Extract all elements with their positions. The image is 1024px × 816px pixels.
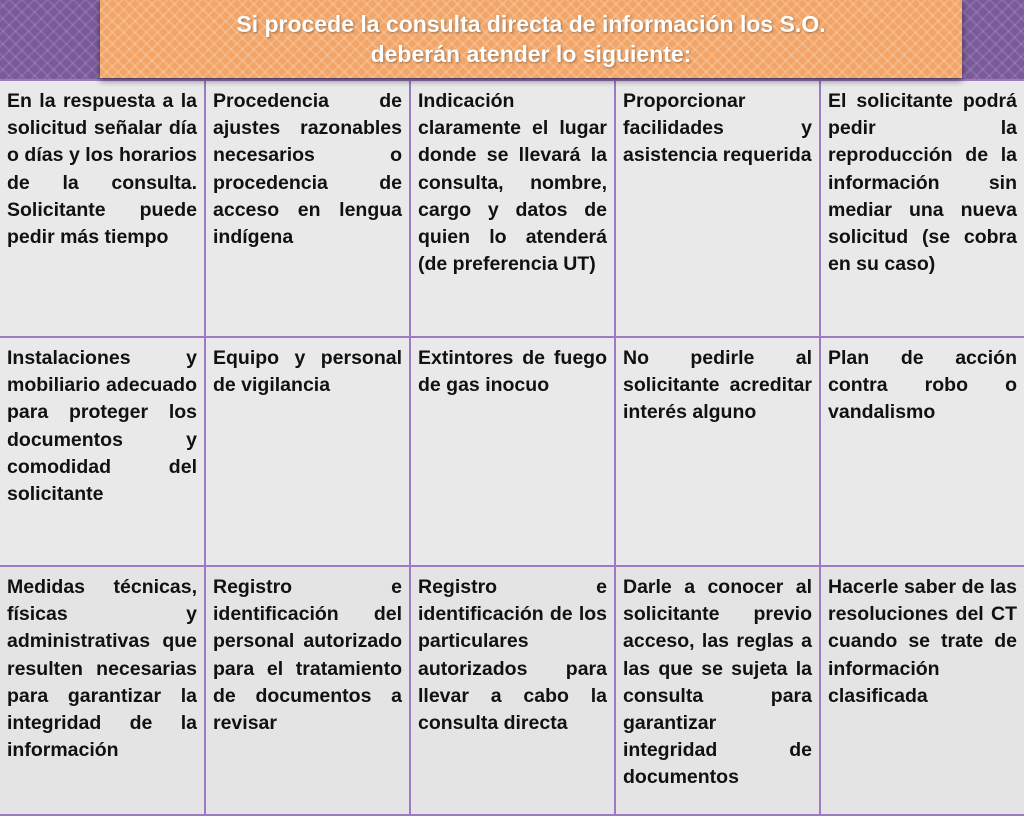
table-cell: Registro e identificación del personal autorizado para el tratamiento de documentos a revisar <box>205 566 410 815</box>
table-cell: Darle a conocer al solicitante previo acceso, las reglas a las que se sujeta la consulta para garantizar integridad de documentos <box>615 566 820 815</box>
table-cell: Procedencia de ajustes razonables necesarios o procedencia de acceso en lengua indígena <box>205 80 410 337</box>
table-cell: Hacerle saber de las resoluciones del CT cuando se trate de información clasificada <box>820 566 1024 815</box>
table-cell: Instalaciones y mobiliario adecuado para proteger los documentos y comodidad del solicitante <box>0 337 205 566</box>
table-cell: El solicitante podrá pedir la reproducción de la información sin mediar una nueva solicitud (se cobra en su caso) <box>820 80 1024 337</box>
slide-title-banner <box>100 0 962 78</box>
table-cell: En la respuesta a la solicitud señalar día o días y los horarios de la consulta. Solicitante puede pedir más tiempo <box>0 80 205 337</box>
table-cell: Registro e identificación de los particulares autorizados para llevar a cabo la consulta directa <box>410 566 615 815</box>
table-cell: Extintores de fuego de gas inocuo <box>410 337 615 566</box>
table-cell: Medidas técnicas, físicas y administrativas que resulten necesarias para garantizar la integridad de la información <box>0 566 205 815</box>
slide-title-line-1: Si procede la consulta directa de información los S.O. <box>236 11 826 37</box>
table-row <box>0 337 1024 566</box>
slide-title-line-2: deberán atender lo siguiente: <box>370 41 692 67</box>
requirements-table <box>0 79 1024 816</box>
table-row <box>0 566 1024 815</box>
table-cell: Plan de acción contra robo o vandalismo <box>820 337 1024 566</box>
table-row <box>0 80 1024 337</box>
table-cell: No pedirle al solicitante acreditar interés alguno <box>615 337 820 566</box>
table-cell: Equipo y personal de vigilancia <box>205 337 410 566</box>
table-cell: Proporcionar facilidades y asistencia requerida <box>615 80 820 337</box>
table-cell: Indicación claramente el lugar donde se llevará la consulta, nombre, cargo y datos de quien lo atenderá (de preferencia UT) <box>410 80 615 337</box>
